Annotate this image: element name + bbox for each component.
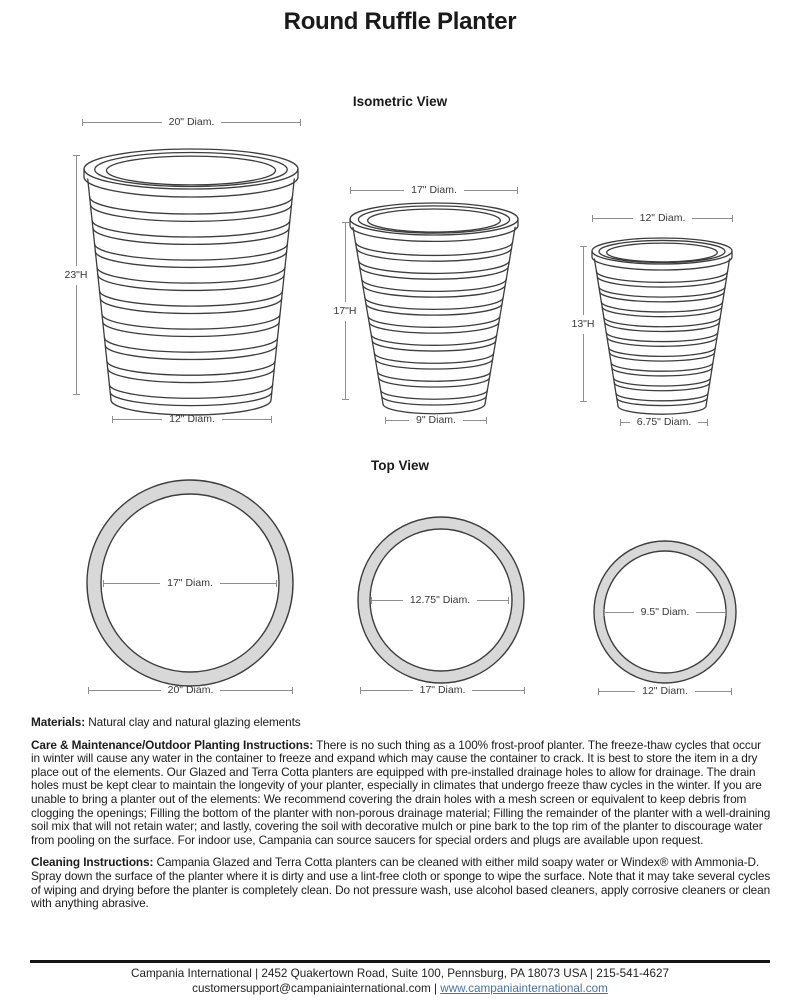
dim-line [345, 223, 346, 302]
cleaning-text: Campania Glazed and Terra Cotta planters can be cleaned with either mild soapy water or Windex® with Ammonia-D. Spray down the surface of the planter where it is dirty and use a lint-free cloth or sponge to wipe the surface. Note that it may take several cycles of wiping and drying before the planter is completely clean. Do not pressure wash, use alcohol based cleaners, apply corrosive cleaners or clean with anything abrasive. [31, 855, 771, 911]
footer [0, 966, 800, 996]
care-paragraph [31, 739, 771, 848]
dim-line [477, 600, 508, 601]
planter-iso-large [84, 149, 298, 415]
care-text: There is no such thing as a 100% frost-proof planter. The freeze-thaw cycles that occur in winter will cause any water in the container to freeze and expand which may cause the container to crack. It is best to store the item in a dry place out of the elements. Our Glazed and Terra Cotta planters are equipped with pre-installed drainage holes to allow for drainage. The drain holes must be kept clear to maintain the longevity of your planter, especially in climates that undergo freeze thaw cycles in the winter. If you are unable to bring a planter out of the elements: We recommend covering the drain holes with a mesh screen or equivalent to keep debris from clogging the openings; Filling the bottom of the planter with non-porous drainage material; Filling the remainder of the planter with a well-draining soil mix that will not retain water; and lastly, covering the soil with decorative mulch or pine bark to the top rim of the planter to discourage water from pooling on the surface. For indoor use, Campania can source saucers for special orders and plugs are available upon request. [31, 737, 771, 847]
materials-text: Natural clay and natural glazing elements [88, 715, 301, 729]
page-title: Round Ruffle Planter [283, 8, 517, 35]
dim-label: 23"H [64, 268, 88, 281]
dim-line [583, 334, 584, 402]
dim-line [220, 690, 292, 691]
dim-tick [731, 688, 732, 695]
dim-line [695, 691, 731, 692]
dim-label: 13"H [571, 317, 595, 330]
dim-line [692, 218, 732, 219]
isometric-heading: Isometric View [352, 94, 448, 109]
dim-tick [342, 399, 349, 400]
dim-label: 9.5" Diam. [640, 605, 690, 618]
dim-tick [517, 187, 518, 194]
dim-line [89, 690, 161, 691]
iso-large-top-diam-dim [82, 115, 301, 129]
dim-tick [524, 687, 525, 694]
iso-large-bottom-diam-dim [112, 412, 272, 426]
dim-line [621, 422, 630, 423]
care-label: Care & Maintenance/Outdoor Planting Instructions: [31, 737, 314, 752]
dim-tick [725, 609, 726, 616]
dim-label: 17" Diam. [411, 183, 457, 196]
iso-medium-height-dim [328, 222, 362, 400]
dim-line [463, 420, 486, 421]
footer-separator: | [430, 982, 441, 995]
dim-tick [486, 417, 487, 424]
dim-label: 20" Diam. [167, 683, 214, 696]
dim-line [472, 690, 524, 691]
iso-small-height-dim [566, 246, 600, 402]
dim-line [605, 612, 634, 613]
top-view-heading: Top View [370, 458, 429, 473]
dim-tick [73, 394, 80, 395]
dim-tick [276, 580, 277, 587]
iso-medium-top-diam-dim [350, 183, 518, 197]
iso-medium-bottom-diam-dim [385, 413, 487, 427]
dim-line [698, 422, 707, 423]
materials-paragraph [31, 716, 771, 730]
planter-iso-small [592, 238, 732, 414]
footer-email: customersupport@campaniainternational.com [192, 982, 431, 995]
dim-line [220, 583, 276, 584]
dim-line [361, 690, 413, 691]
dim-label: 12.75" Diam. [409, 593, 471, 606]
footer-rule [30, 960, 770, 963]
cleaning-paragraph [31, 856, 771, 910]
dim-tick [580, 401, 587, 402]
footer-website-link[interactable]: www.campaniainternational.com [440, 982, 608, 995]
dim-label: 12" Diam. [169, 412, 215, 425]
dim-tick [271, 416, 272, 423]
dim-label: 17" Diam. [419, 683, 466, 696]
dim-line [345, 321, 346, 400]
dim-line [599, 691, 635, 692]
topview-medium-opening-diam-dim [371, 593, 509, 607]
dim-line [696, 612, 725, 613]
topview-large-outer-diam-dim [88, 683, 293, 697]
topview-small-outer-diam-dim [598, 684, 732, 698]
dim-line [372, 600, 403, 601]
dim-line [83, 122, 162, 123]
topview-large-opening-diam-dim [103, 576, 277, 590]
dim-line [351, 190, 404, 191]
iso-small-top-diam-dim [592, 211, 733, 225]
dim-label: 17"H [333, 304, 357, 317]
dim-line [222, 419, 271, 420]
dim-tick [732, 215, 733, 222]
dim-line [76, 156, 77, 266]
dim-line [464, 190, 517, 191]
dim-line [76, 285, 77, 395]
dim-line [386, 420, 409, 421]
dim-line [583, 247, 584, 315]
dim-tick [292, 687, 293, 694]
dim-line [593, 218, 633, 219]
dim-label: 9" Diam. [416, 413, 456, 426]
dim-label: 6.75" Diam. [636, 415, 692, 428]
dim-tick [300, 119, 301, 126]
materials-label: Materials: [31, 715, 86, 729]
cleaning-label: Cleaning Instructions: [31, 855, 154, 870]
dim-label: 20" Diam. [168, 115, 215, 128]
instructions-text-block [31, 716, 771, 920]
footer-contact-line [0, 981, 800, 996]
dim-line [104, 583, 160, 584]
dim-label: 17" Diam. [167, 576, 213, 589]
iso-large-height-dim [59, 155, 93, 395]
footer-address-line: Campania International | 2452 Quakertown Road, Suite 100, Pennsburg, PA 18073 USA | 215-541-4627 [131, 967, 669, 980]
topview-medium-outer-diam-dim [360, 683, 525, 697]
dim-label: 12" Diam. [639, 211, 686, 224]
topview-small-opening-diam-dim [604, 605, 726, 619]
planter-iso-medium [350, 203, 518, 414]
iso-small-bottom-diam-dim [620, 415, 708, 429]
dim-tick [508, 597, 509, 604]
dim-label: 12" Diam. [642, 684, 688, 697]
dim-tick [707, 419, 708, 426]
dim-line [113, 419, 162, 420]
dim-line [221, 122, 300, 123]
